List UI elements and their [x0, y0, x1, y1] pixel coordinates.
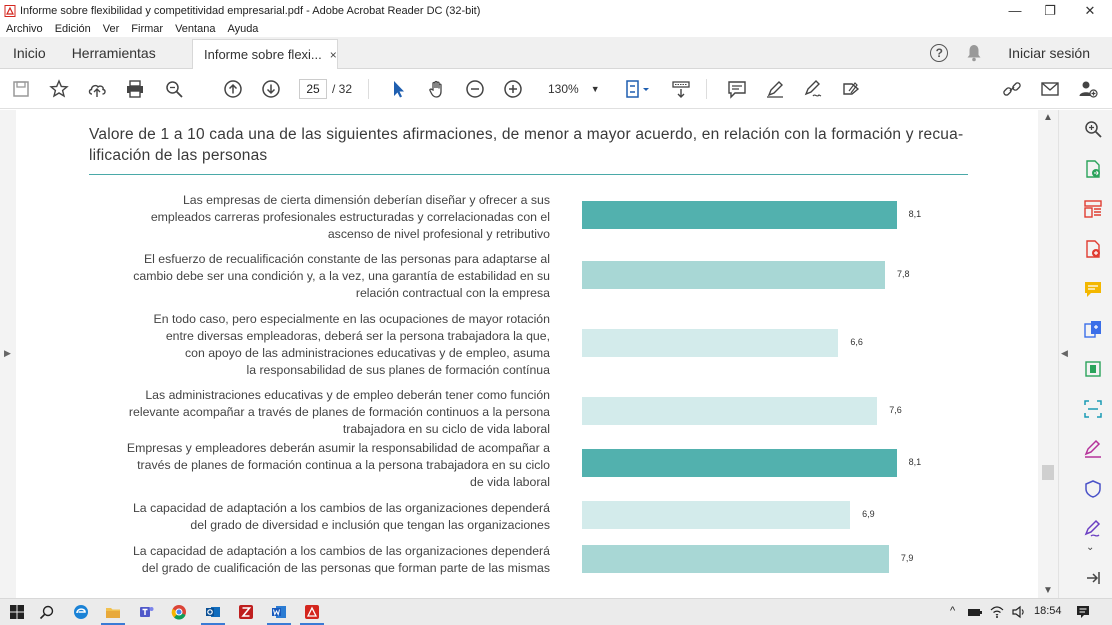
menu-archivo[interactable]: Archivo [6, 23, 43, 35]
bar-category-label-line: de vida laboral [470, 475, 550, 489]
left-panel-strip[interactable] [0, 110, 16, 598]
bar-category-label [129, 387, 550, 438]
upload-cloud-icon[interactable] [86, 78, 108, 100]
chart-title-line: lificación de las personas [89, 147, 268, 164]
show-hidden-icons-chevron[interactable]: ^ [950, 605, 956, 617]
bar-value-label: 7,9 [900, 553, 914, 563]
chevron-down-icon: ▼ [590, 84, 600, 94]
teams-icon[interactable] [137, 603, 155, 621]
page-total: / 32 [332, 82, 353, 96]
bar-value-label: 6,6 [850, 337, 863, 347]
zoom-in-icon[interactable] [502, 78, 524, 100]
bar-category-label-line: Empresas y empleadores deberán asumir la responsabilidad de acompañar a [126, 441, 550, 455]
toolbar-separator [368, 79, 369, 99]
expand-left-panel-icon[interactable]: ▶ [4, 348, 11, 358]
chrome-icon[interactable] [170, 603, 188, 621]
document-tab-label: Informe sobre flexi... [204, 47, 322, 62]
bar-category-label [133, 543, 550, 577]
bar-category-label [151, 192, 550, 243]
zoom-level-dropdown[interactable]: 130% ▼ [548, 82, 600, 96]
bar-category-label [127, 440, 550, 491]
maximize-button[interactable]: ❐ [1044, 2, 1056, 18]
bar-category-label-line: cambio debe ser una condición y, a la vez, una garantía de estabilidad en su [133, 269, 550, 283]
collapse-tools-pane-icon[interactable] [1082, 567, 1104, 589]
edge-browser-icon[interactable] [72, 603, 90, 621]
scan-enhance-icon[interactable] [1082, 398, 1104, 420]
add-user-icon[interactable] [1077, 78, 1099, 100]
close-tab-icon[interactable]: × [329, 47, 337, 62]
acrobat-app-icon [4, 5, 16, 17]
bar-category-label-line: El esfuerzo de recualificación constante de las personas para adaptarse al [143, 252, 550, 266]
bar-category-label-line: trabajadora en su ciclo de vida laboral [342, 422, 550, 436]
sign-pen-icon[interactable] [802, 78, 824, 100]
bar-category-label-line: Las empresas de cierta dimensión deberían diseñar y ofrecer a sus [182, 193, 550, 207]
save-icon[interactable] [10, 78, 32, 100]
wifi-icon[interactable] [988, 603, 1006, 621]
menu-edicion[interactable]: Edición [54, 23, 91, 35]
zoom-out-icon[interactable] [464, 78, 486, 100]
bar [582, 397, 877, 425]
comment-tool-icon[interactable] [1082, 278, 1104, 300]
scrollbar-thumb[interactable] [1042, 465, 1054, 480]
search-icon[interactable] [38, 603, 56, 621]
scroll-mode-icon[interactable] [670, 78, 692, 100]
bar-category-label-line: relación contractual con la empresa [355, 286, 550, 300]
comment-icon[interactable] [726, 78, 748, 100]
chart-title-line: Valore de 1 a 10 cada una de las siguientes afirmaciones, de menor a mayor acuerdo, en relación con la formación y recua- [89, 126, 964, 143]
bar [582, 201, 897, 229]
bar-category-label [133, 500, 550, 534]
windows-start-icon[interactable] [8, 603, 26, 621]
share-link-icon[interactable] [1001, 78, 1023, 100]
page-fit-icon[interactable] [622, 78, 652, 100]
document-page [16, 110, 1038, 598]
scroll-down-icon[interactable]: ▼ [1043, 585, 1053, 596]
export-pdf-icon[interactable] [1082, 158, 1104, 180]
window-title: Informe sobre flexibilidad y competitividad empresarial.pdf - Adobe Acrobat Reader DC (32-bit) [20, 4, 481, 17]
close-window-button[interactable]: ✕ [1084, 2, 1096, 18]
bar-value-label: 7,8 [897, 269, 910, 279]
bar-category-label-line: la responsabilidad de sus planes de formación contínua [246, 363, 550, 377]
bar-category-label-line: del grado de cualificación de las personas que forman parte de las mismas [141, 561, 550, 575]
acrobat-taskbar-icon[interactable] [303, 603, 321, 621]
bar [582, 261, 885, 289]
bar [582, 501, 850, 529]
collapse-right-panel-icon[interactable]: ◀ [1061, 348, 1068, 358]
notifications-bell-icon[interactable] [966, 44, 982, 62]
tab-document[interactable] [192, 39, 338, 69]
bar-category-label-line: La capacidad de adaptación a los cambios de las organizaciones dependerá [132, 544, 550, 558]
bar [582, 329, 838, 357]
previous-page-icon[interactable] [222, 78, 244, 100]
request-signature-icon[interactable] [1082, 518, 1104, 540]
tab-herramientas[interactable]: Herramientas [71, 44, 156, 61]
bar-category-label-line: entre diversas empleadoras, deberá ser la persona trabajadora la que, [165, 329, 550, 343]
bar-category-label-line: empleados carreras profesionales estructuradas y correlacionadas con el [150, 210, 550, 224]
bar [582, 545, 889, 573]
scroll-up-icon[interactable]: ▲ [1043, 112, 1053, 123]
action-center-icon[interactable] [1074, 603, 1092, 621]
tab-inicio[interactable]: Inicio [13, 44, 46, 61]
bar-value-label: 8,1 [908, 457, 922, 467]
signin-button[interactable]: Iniciar sesión [1008, 45, 1090, 61]
menu-bar [0, 21, 1112, 37]
select-cursor-icon[interactable] [388, 78, 410, 100]
chart-title [89, 124, 979, 166]
bookmark-star-icon[interactable] [48, 78, 70, 100]
page-number-input[interactable]: 25 [299, 79, 327, 99]
clock[interactable]: 18:54 [1034, 605, 1062, 617]
tab-bar [0, 37, 1112, 69]
organize-pages-icon[interactable] [1082, 198, 1104, 220]
bar-category-label-line: través de planes de formación continua a la persona trabajadora en su ciclo [137, 458, 550, 472]
title-bar [0, 0, 1112, 21]
bar-value-label: 7,6 [889, 405, 902, 415]
bar [582, 449, 897, 477]
bar-category-label-line: La capacidad de adaptación a los cambios de las organizaciones dependerá [132, 501, 550, 515]
bar-value-label: 6,9 [862, 509, 875, 519]
zoom-search-icon[interactable] [163, 78, 185, 100]
combine-files-icon[interactable] [1082, 318, 1104, 340]
create-pdf-icon[interactable] [1082, 238, 1104, 260]
next-page-icon[interactable] [260, 78, 282, 100]
toolbar-separator [706, 79, 707, 99]
menu-ayuda[interactable]: Ayuda [227, 23, 259, 35]
minimize-button[interactable]: — [1008, 3, 1022, 18]
bar-category-label [133, 251, 550, 302]
battery-icon[interactable] [966, 603, 984, 621]
bar-category-label-line: con apoyo de las administraciones educativas y de empleo, asuma [184, 346, 550, 360]
menu-ver[interactable]: Ver [102, 23, 120, 35]
bar-category-label [154, 311, 550, 379]
bar-value-label: 8,1 [908, 209, 922, 219]
help-icon[interactable]: ? [930, 44, 948, 62]
filezilla-icon[interactable] [237, 603, 255, 621]
fill-sign-icon[interactable] [840, 78, 862, 100]
right-tools-panel [1058, 110, 1112, 598]
bar-category-label-line: ascenso de nivel profesional y retributivo [327, 227, 550, 241]
hand-tool-icon[interactable] [426, 78, 448, 100]
highlight-pen-icon[interactable] [764, 78, 786, 100]
edit-pdf-icon[interactable] [1082, 358, 1104, 380]
windows-taskbar [0, 598, 1112, 625]
title-divider [89, 174, 968, 175]
vertical-scrollbar[interactable] [1038, 110, 1058, 598]
bar-category-label-line: Las administraciones educativas y de empleo deberán tener como función [145, 388, 550, 402]
bar-category-label-line: del grado de diversidad e inclusión que tengan las organizaciones [190, 518, 550, 532]
outlook-icon[interactable] [204, 603, 222, 621]
main-toolbar [0, 69, 1112, 109]
bar-category-label-line: En todo caso, pero especialmente en las ocupaciones de mayor rotación [153, 312, 550, 326]
volume-icon[interactable] [1010, 603, 1028, 621]
protect-shield-icon[interactable] [1082, 478, 1104, 500]
print-icon[interactable] [124, 78, 146, 100]
fill-and-sign-icon[interactable] [1082, 438, 1104, 460]
search-zoom-icon[interactable] [1082, 118, 1104, 140]
email-icon[interactable] [1039, 78, 1061, 100]
word-icon[interactable] [270, 603, 288, 621]
menu-firmar[interactable]: Firmar [131, 23, 164, 35]
menu-ventana[interactable]: Ventana [175, 23, 216, 35]
bar-category-label-line: relevante acompañar a través de planes de formación continuos a la persona [128, 405, 550, 419]
file-explorer-icon[interactable] [104, 603, 122, 621]
more-tools-chevron-icon[interactable]: ⌄ [1086, 542, 1095, 553]
